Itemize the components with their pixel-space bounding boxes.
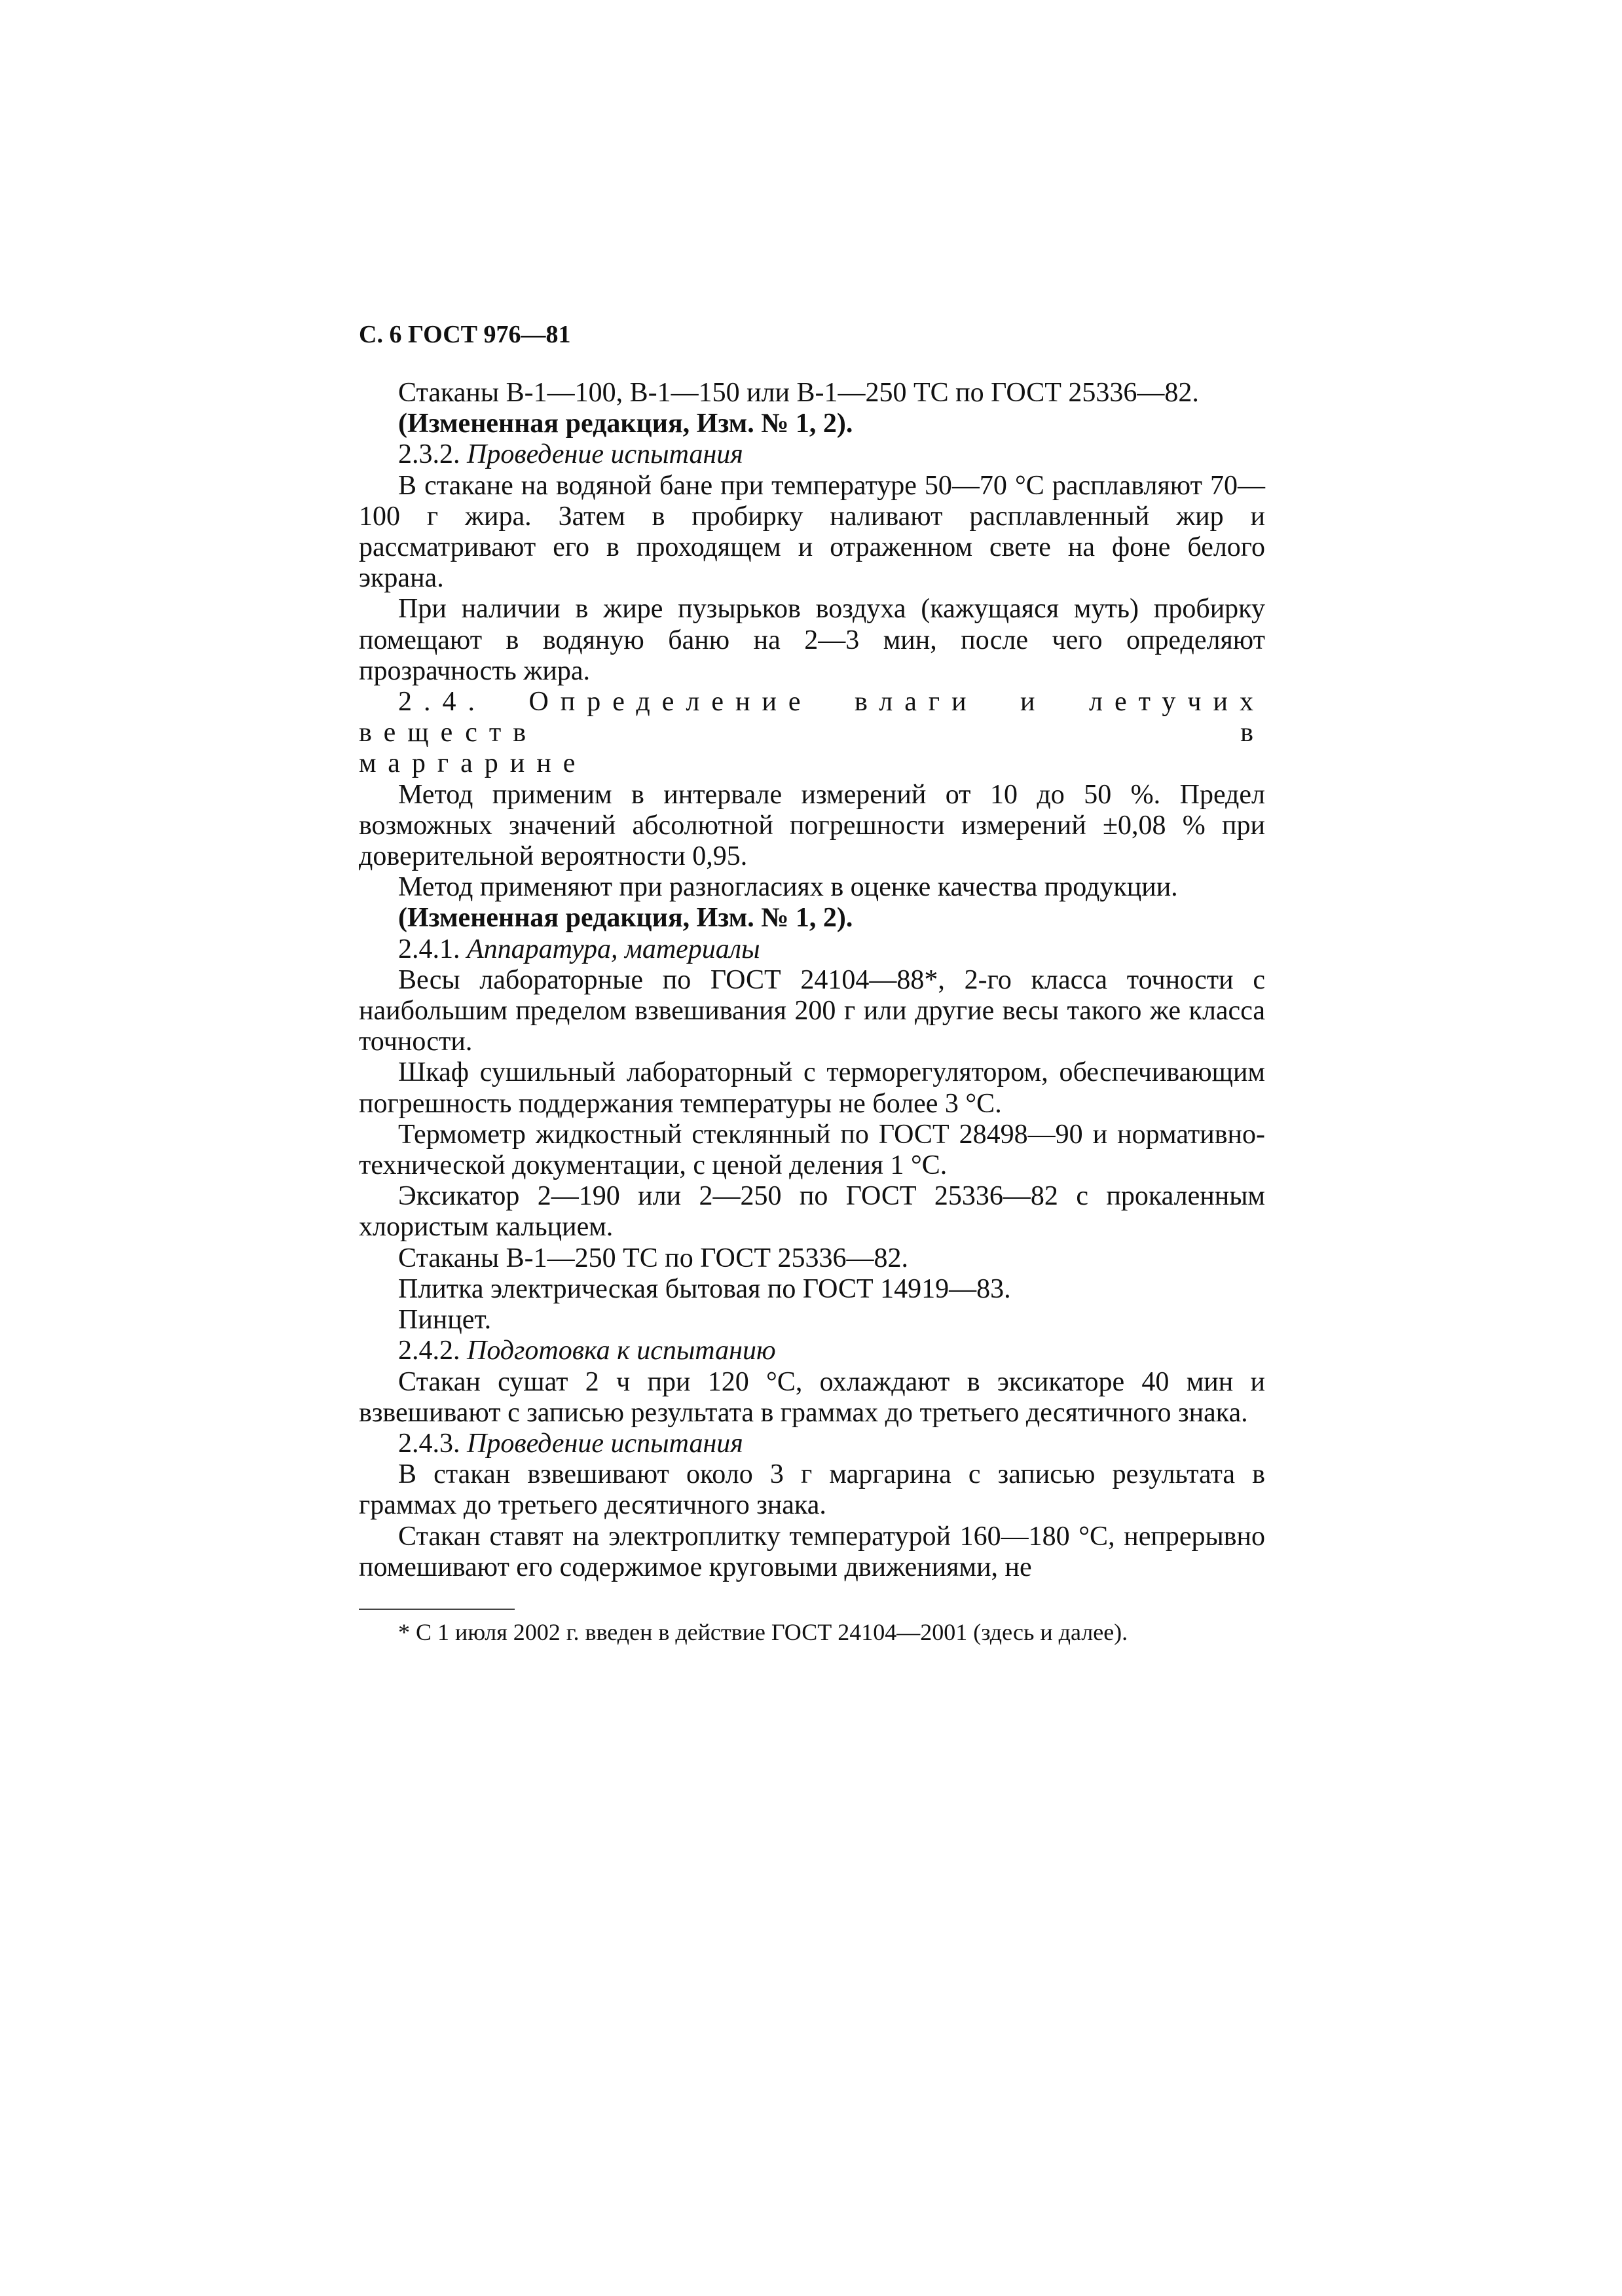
section-title: Проведение испытания [467, 1428, 743, 1459]
section-2-4-3-heading [359, 1429, 1265, 1459]
paragraph-hotplate-heating: Стакан ставят на электроплитку температурой 160—180 °С, непрерывно помешивают его содержимое круговыми движениями, не [359, 1521, 1265, 1582]
paragraph-tweezers: Пинцет. [398, 1305, 492, 1336]
amendment-note: (Измененная редакция, Изм. № 1, 2). [398, 903, 853, 934]
paragraph-melting: В стакане на водяной бане при температуре 50—70 °С расплавляют 70—100 г жира. Затем в пробирку наливают расплавленный жир и рассматривают его в проходящем и отраженном свете на фоне белого экрана. [359, 470, 1265, 594]
section-title: Аппаратура, материалы [467, 934, 760, 964]
section-number: 2.3.2. [398, 439, 467, 470]
section-2-4-heading-line1: 2.4. Определение влаги и летучих веществ в [359, 687, 1265, 748]
section-number: 2.4.3. [398, 1428, 467, 1459]
paragraph-hotplate: Плитка электрическая бытовая по ГОСТ 14919—83. [398, 1273, 1011, 1304]
section-title: Подготовка к испытанию [467, 1336, 776, 1366]
paragraph-desiccator: Эксикатор 2—190 или 2—250 по ГОСТ 25336—82 с прокаленным хлористым кальцием. [359, 1181, 1265, 1243]
paragraph-scales: Весы лабораторные по ГОСТ 24104—88*, 2-го класса точности с наибольшим пределом взвешивания 200 г или другие весы такого же класса точности. [359, 964, 1265, 1057]
paragraph-drying-beaker: Стакан сушат 2 ч при 120 °С, охлаждают в эксикаторе 40 мин и взвешивают с записью результата в граммах до третьего десятичного знака. [359, 1366, 1265, 1428]
section-2-3-2-heading [359, 439, 1265, 470]
paragraph-air-bubbles: При наличии в жире пузырьков воздуха (кажущаяся муть) пробирку помещают в водяную баню на 2—3 мин, после чего определяют прозрачность жира. [359, 594, 1265, 686]
paragraph-beakers: Стаканы В-1—100, В-1—150 или В-1—250 ТС по ГОСТ 25336—82. [398, 378, 1199, 408]
paragraph-thermometer: Термометр жидкостный стеклянный по ГОСТ 28498—90 и нормативно-технической документации, с ценой деления 1 °С. [359, 1119, 1265, 1181]
amendment-note: (Измененная редакция, Изм. № 1, 2). [398, 409, 853, 439]
paragraph-method-range: Метод применим в интервале измерений от 10 до 50 %. Предел возможных значений абсолютной погрешности измерений ±0,08 % при доверительной вероятности 0,95. [359, 779, 1265, 872]
paragraph-drying-cabinet: Шкаф сушильный лабораторный с терморегулятором, обеспечивающим погрешность поддержания температуры не более 3 °С. [359, 1057, 1265, 1119]
section-title: Проведение испытания [467, 439, 743, 470]
document-body [359, 378, 1265, 1583]
paragraph-beakers-2: Стаканы В-1—250 ТС по ГОСТ 25336—82. [398, 1243, 908, 1273]
section-2-4-2-heading [359, 1336, 1265, 1366]
section-2-4-1-heading [359, 934, 1265, 965]
footnote: * С 1 июля 2002 г. введен в действие ГОСТ 24104—2001 (здесь и далее). [398, 1619, 1128, 1645]
section-number: 2.4.2. [398, 1336, 467, 1366]
footnote-divider [359, 1609, 515, 1610]
paragraph-weighing-margarine: В стакан взвешивают около 3 г маргарина с записью результата в граммах до третьего десятичного знака. [359, 1459, 1265, 1521]
section-2-4-heading-line2: маргарине [359, 748, 587, 779]
section-number: 2.4.1. [398, 934, 467, 964]
page-header: С. 6 ГОСТ 976—81 [359, 321, 571, 348]
paragraph-method-disputes: Метод применяют при разногласиях в оценке качества продукции. [398, 872, 1178, 903]
